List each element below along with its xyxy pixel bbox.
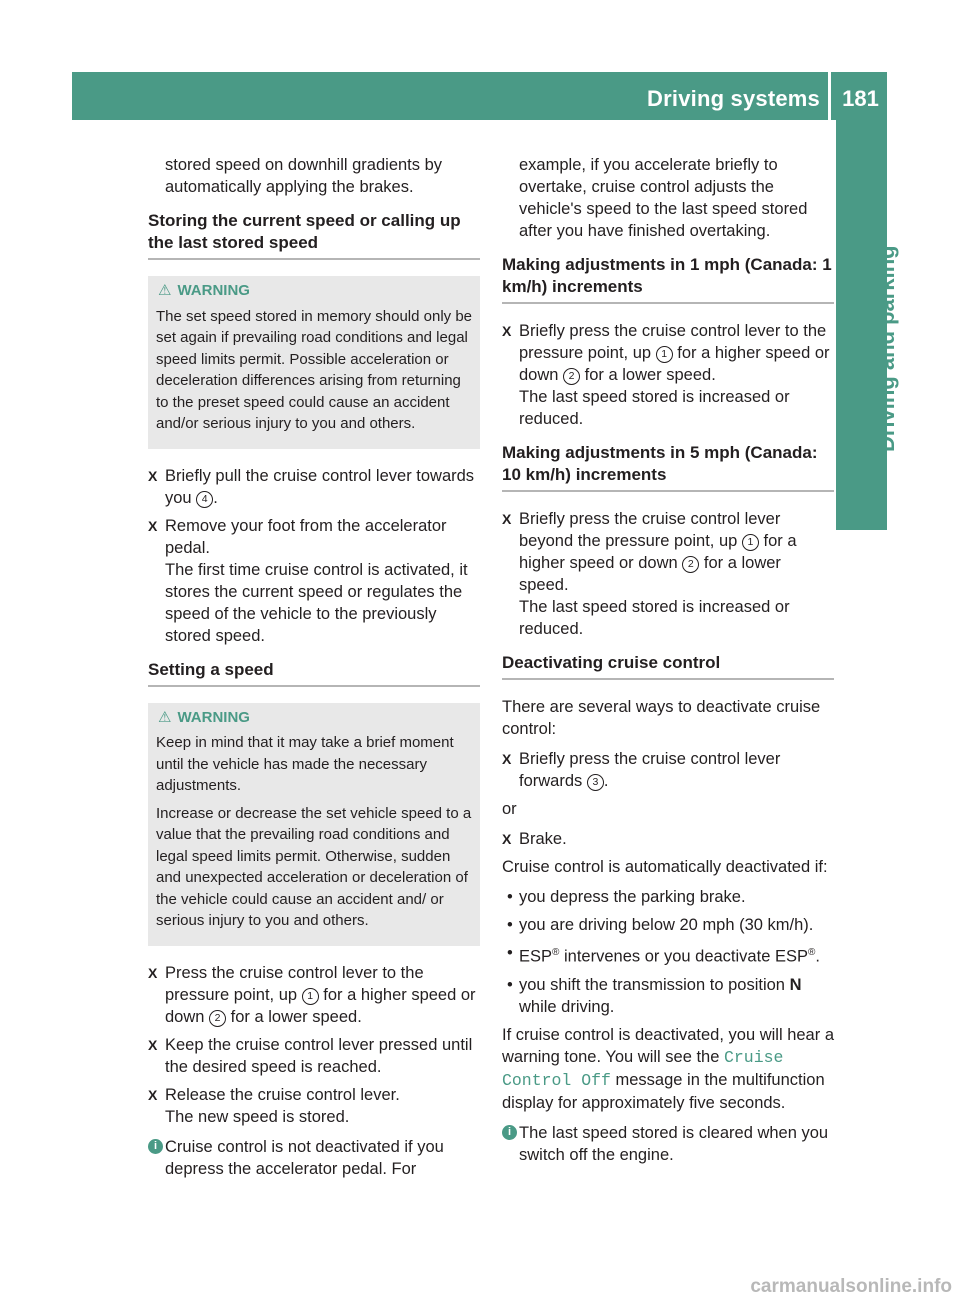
warning-box [148,276,480,449]
watermark: carmanualsonline.info [750,1276,952,1297]
step-text: for a higher speed or down [165,985,476,1026]
intro-text: stored speed on downhill gradients by automatically applying the brakes. [165,156,443,196]
list-text: ESP [519,947,553,966]
step-item [148,962,480,1028]
ref-number: 1 [742,534,759,551]
page-number: 181 [842,86,879,111]
side-tab-label: Driving and parking [874,245,899,452]
list-item [502,914,834,936]
paragraph-text: If cruise control is deactivated, you will hear a warning tone. You will see the [502,1025,834,1066]
step-item [502,828,834,850]
display-message: Cruise Control Off [502,1047,784,1090]
list-text: you depress the parking brake. [519,888,746,906]
step-result: The last speed stored is increased or reduced. [519,598,790,638]
section-heading-deactivating: Deactivating cruise control [502,652,834,680]
warning-triangle-icon: ⚠ [158,708,172,726]
gear-position: N [789,975,802,994]
step-text: Brake. [519,830,567,848]
registered-mark: ® [552,947,560,958]
step-text: Press the cruise control lever to the pressure point, up [165,963,424,1004]
warning-header [156,280,472,302]
step-item: X Briefly pull the cruise control lever towards you 4 . [148,466,475,507]
right-column [502,154,834,1172]
paragraph [502,1024,834,1114]
ref-number: 1 [656,346,673,363]
list-text: intervenes or you deactivate ESP [564,947,808,966]
warning-text: Keep in mind that it may take a brief moment until the vehicle has made the necessary adjustments. [156,734,454,794]
step-text: for a higher speed or down [519,532,797,572]
step-result: The first time cruise control is activated, it stores the current speed or regulates the speed of the vehicle to the previously stored speed. [165,560,468,645]
bullet-icon: • [507,916,513,934]
step-marker-icon: X [502,751,512,767]
ref-number: 2 [563,368,580,385]
step-text: Briefly press the cruise control lever forwards [519,750,781,790]
step-result: The last speed stored is increased or reduced. [519,388,790,428]
ref-number: 4 [196,491,213,508]
step-marker-icon: X [148,1086,158,1103]
info-note [148,1136,480,1180]
section-heading-storing: Storing the current speed or calling up the last stored speed [148,210,480,260]
step-result: The new speed is stored. [165,1107,350,1126]
list-item [502,886,834,908]
step-text: for a lower speed. [230,1007,362,1026]
warning-box [148,703,480,946]
step-item: X Briefly press the cruise control lever forwards 3 . [502,750,781,790]
list-text: you shift the transmission to position [519,975,785,994]
step-text: for a lower speed. [584,366,716,384]
intro-text: example, if you accelerate briefly to overtake, cruise control adjusts the vehicle's speed to the last speed stored after you have finished overtaking. [519,156,808,240]
info-icon: i [502,1125,517,1140]
info-text: The last speed stored is cleared when you switch off the engine. [519,1123,829,1164]
step-marker-icon: X [502,831,512,847]
side-tab-marker [836,478,887,530]
paragraph: There are several ways to deactivate cruise control: [502,698,821,738]
warning-label: WARNING [177,708,250,726]
bullet-icon: • [507,888,513,906]
step-item [148,515,480,647]
step-marker-icon: X [502,323,512,339]
section-heading-1mph: Making adjustments in 1 mph (Canada: 1 km/h) increments [502,254,834,304]
warning-label: WARNING [177,282,250,299]
step-text: Briefly press the cruise control lever to the pressure point, up [519,322,827,362]
list-item [502,974,834,1018]
step-marker-icon: X [148,964,158,981]
step-marker-icon: X [502,511,512,527]
section-heading-setting: Setting a speed [148,659,480,687]
paragraph: Cruise control is automatically deactivated if: [502,858,828,876]
warning-text: Increase or decrease the set vehicle speed to a value that the prevailing road conditions and legal speed limits permit. Otherwise, sudden and unexpected acceleration or deceleration of the vehicle could cause an accident and/ or serious injury to you and others. [156,804,472,929]
list-item: • ESP® intervenes or you deactivate ESP®. [507,944,820,966]
info-icon: i [148,1139,163,1154]
step-item [148,1084,480,1128]
list-text: while driving. [519,997,615,1016]
section-heading-5mph: Making adjustments in 5 mph (Canada: 10 km/h) increments [502,442,834,492]
ref-number: 3 [587,774,604,791]
ref-number: 1 [302,988,319,1005]
step-marker-icon: X [148,467,158,484]
info-note [502,1122,834,1166]
step-marker-icon: X [148,517,158,534]
step-text: Release the cruise control lever. [165,1085,400,1104]
step-text: for a lower speed. [519,554,781,594]
step-marker-icon: X [148,1036,158,1053]
bullet-icon: • [507,944,513,962]
step-text: Briefly pull the cruise control lever towards you [165,466,475,507]
left-column [148,154,480,1186]
ref-number: 2 [209,1010,226,1027]
list-text: you are driving below 20 mph (30 km/h). [519,916,814,934]
or-text: or [502,800,517,818]
warning-text: The set speed stored in memory should only be set again if prevailing road conditions and legal speed limits permit. Possible acceleration or deceleration differences arising from returning to the preset speed could cause an accident and/or serious injury to you and others. [156,307,473,432]
paragraph-text: message in the multifunction display for approximately five seconds. [502,1070,825,1112]
warning-header [156,707,472,729]
info-text: Cruise control is not deactivated if you depress the accelerator pedal. For [165,1137,444,1178]
step-text: Remove your foot from the accelerator pedal. [165,516,447,557]
step-item [502,508,834,640]
step-text: Briefly press the cruise control lever beyond the pressure point, up [519,510,781,550]
page-header-title: Driving systems [647,86,820,111]
step-item [502,320,834,430]
bullet-icon: • [507,975,513,994]
registered-mark: ® [807,947,816,958]
ref-number: 2 [682,556,699,573]
step-text: Keep the cruise control lever pressed until the desired speed is reached. [165,1035,473,1076]
header-divider [828,72,831,120]
warning-triangle-icon: ⚠ [158,282,172,299]
step-text: for a higher speed or down [519,344,830,384]
step-item [148,1034,480,1078]
